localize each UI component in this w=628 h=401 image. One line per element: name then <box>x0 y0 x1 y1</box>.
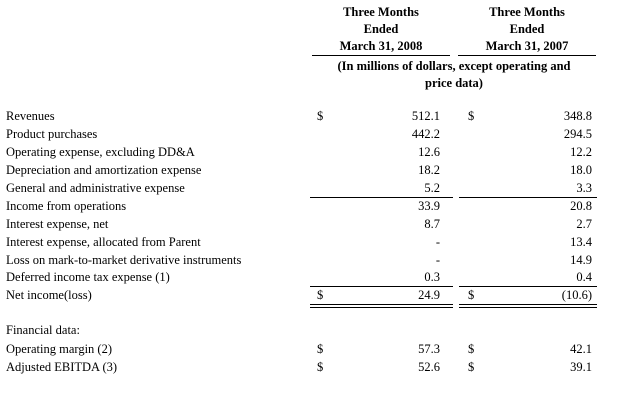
double-rule-2008-top <box>310 304 453 305</box>
value-2007: 294.5 <box>563 127 592 141</box>
col1-header-line1: Three Months <box>343 5 419 19</box>
double-rule-2007-top <box>459 304 597 305</box>
table-row-revenues <box>0 107 628 125</box>
unit-note-line1: (In millions of dollars, except operating and <box>337 59 571 73</box>
value-2007: 39.1 <box>570 360 592 374</box>
value-2007: 20.8 <box>570 199 592 213</box>
dollar-sign: $ <box>468 288 475 302</box>
table-row <box>0 143 628 161</box>
table-row <box>0 233 628 251</box>
row-label: Operating margin (2) <box>6 342 112 356</box>
table-row-adjusted-ebitda <box>0 358 628 376</box>
col1-header-line2: Ended <box>363 22 399 36</box>
value-2008: 8.7 <box>424 217 440 231</box>
col2-header-line1: Three Months <box>489 5 565 19</box>
value-2008: - <box>435 253 440 267</box>
dollar-sign: $ <box>317 360 324 374</box>
value-2007: (10.6) <box>561 288 592 302</box>
financial-data-heading-row <box>0 321 628 339</box>
value-2008: 0.3 <box>424 270 440 284</box>
table-row-operating-margin <box>0 340 628 358</box>
value-2007: 14.9 <box>570 253 592 267</box>
dollar-sign: $ <box>468 342 475 356</box>
dollar-sign: $ <box>317 288 324 302</box>
value-2008: 12.6 <box>418 145 440 159</box>
value-2007: 12.2 <box>570 145 592 159</box>
value-2007: 13.4 <box>570 235 592 249</box>
table-row <box>0 215 628 233</box>
value-2008: 512.1 <box>411 109 440 123</box>
row-label: Interest expense, net <box>6 217 109 231</box>
table-row <box>0 161 628 179</box>
value-2007: 2.7 <box>576 217 592 231</box>
value-2008: 18.2 <box>418 163 440 177</box>
dollar-sign: $ <box>468 109 475 123</box>
row-label: Interest expense, allocated from Parent <box>6 235 201 249</box>
row-label: Net income(loss) <box>6 288 92 302</box>
col2-header-line2: Ended <box>509 22 545 36</box>
table-row <box>0 125 628 143</box>
value-2008: 52.6 <box>418 360 440 374</box>
table-row-net-income <box>0 286 628 304</box>
table-row-income-from-operations <box>0 197 628 215</box>
dollar-sign: $ <box>317 342 324 356</box>
double-rule-2008-bottom <box>310 307 453 308</box>
table-row <box>0 251 628 269</box>
value-2007: 0.4 <box>576 270 592 284</box>
row-label: Product purchases <box>6 127 98 141</box>
col1-header-line3: March 31, 2008 <box>312 38 450 56</box>
dollar-sign: $ <box>317 109 324 123</box>
value-2007: 3.3 <box>576 181 592 195</box>
value-2007: 348.8 <box>563 109 592 123</box>
column-header-2007 <box>458 4 596 56</box>
table-row <box>0 268 628 286</box>
value-2008: 442.2 <box>411 127 440 141</box>
row-label: Loss on mark-to-market derivative instruments <box>6 253 242 267</box>
value-2008: 33.9 <box>418 199 440 213</box>
row-label: Deferred income tax expense (1) <box>6 270 170 284</box>
value-2008: 57.3 <box>418 342 440 356</box>
double-rule-2007-bottom <box>459 307 597 308</box>
value-2008: 24.9 <box>418 288 440 302</box>
dollar-sign: $ <box>468 360 475 374</box>
value-2008: - <box>435 235 440 249</box>
table-row <box>0 179 628 197</box>
row-label: Adjusted EBITDA (3) <box>6 360 118 374</box>
value-2007: 42.1 <box>570 342 592 356</box>
row-label: Operating expense, excluding DD&A <box>6 145 195 159</box>
column-header-2008 <box>312 4 450 56</box>
unit-note-line2: price data) <box>425 76 483 90</box>
unit-note <box>312 58 596 92</box>
col2-header-line3: March 31, 2007 <box>458 38 596 56</box>
row-label: Income from operations <box>6 199 127 213</box>
financial-data-heading: Financial data: <box>6 323 80 337</box>
row-label: General and administrative expense <box>6 181 185 195</box>
value-2008: 5.2 <box>424 181 440 195</box>
value-2007: 18.0 <box>570 163 592 177</box>
row-label: Revenues <box>6 109 55 123</box>
row-label: Depreciation and amortization expense <box>6 163 202 177</box>
